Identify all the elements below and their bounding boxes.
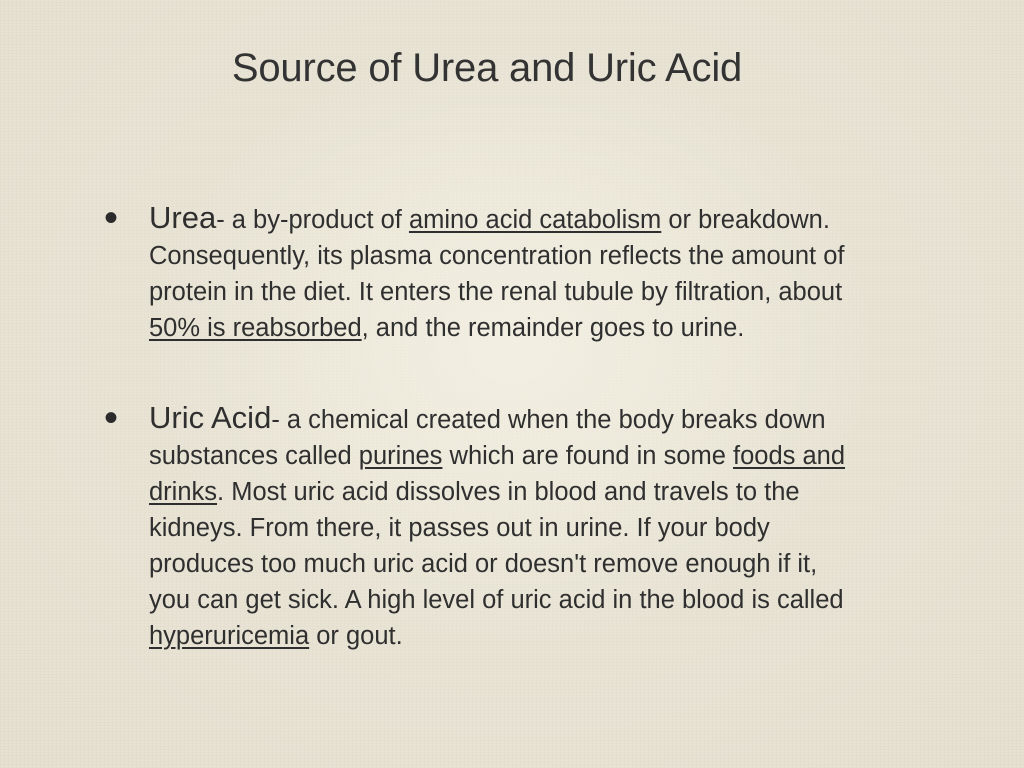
bullet-text: or breakdown. Consequently, its plasma concentration reflects the amount of protein in the diet. It enters the renal tubule by filtration, about [149, 206, 845, 306]
bullet-text: - a by-product of [216, 206, 409, 234]
bullet-text: , and the remainder goes to urine. [361, 314, 745, 342]
bullet-term: Urea [149, 200, 217, 235]
bullet-list [104, 196, 864, 654]
link-amino-acid-catabolism[interactable]: amino acid catabolism [408, 206, 662, 234]
link-50-percent-reabsorbed[interactable]: 50% is reabsorbed [149, 314, 362, 342]
bullet-text: . Most uric acid dissolves in blood and travels to the kidneys. From there, it passes out in urine. If your body produces too much uric acid or doesn't remove enough if it, you can get sick. A high level of uric acid in the blood is called [149, 478, 844, 614]
link-foods-and-drinks[interactable]: foods and drinks [149, 442, 846, 506]
link-purines[interactable]: purines [358, 442, 443, 470]
bullet-term: Uric Acid [149, 400, 272, 435]
bullet-text: - a chemical created when the body breaks down substances called [149, 406, 826, 470]
bullet-dot-icon: • [104, 396, 119, 440]
bullet-item-uric-acid [104, 396, 864, 654]
link-hyperuricemia[interactable]: hyperuricemia [149, 622, 310, 650]
bullet-item-urea [104, 196, 864, 346]
bullet-text: or gout. [309, 622, 403, 650]
bullet-dot-icon: • [104, 196, 119, 240]
bullet-text: which are found in some [442, 442, 734, 470]
slide-title: Source of Urea and Uric Acid [231, 46, 743, 90]
